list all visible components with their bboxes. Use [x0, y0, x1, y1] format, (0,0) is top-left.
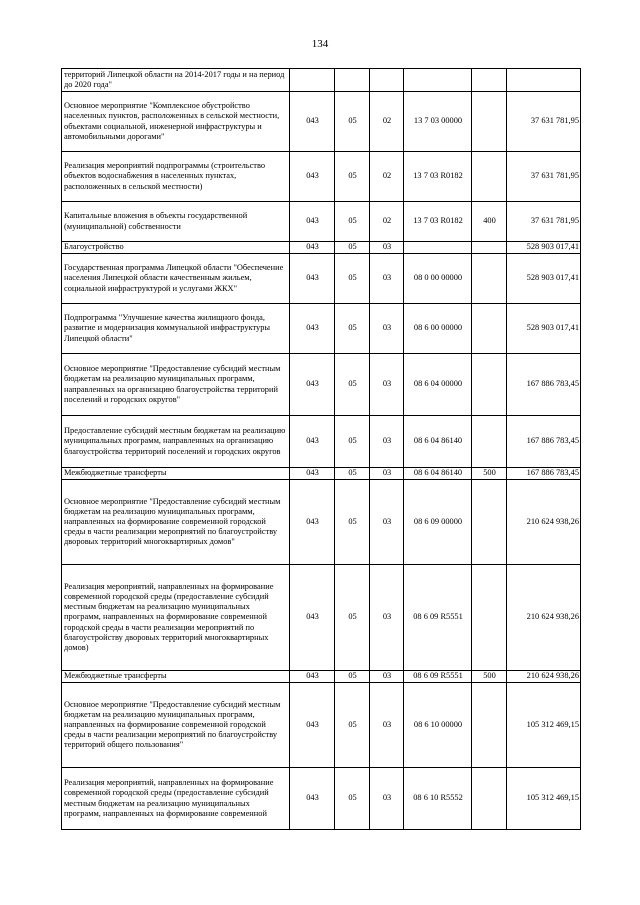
expense-type-cell: 500	[472, 468, 507, 480]
admin-code-cell: 043	[290, 304, 335, 354]
table-row	[62, 416, 581, 468]
table-row	[62, 768, 581, 830]
budget-table	[61, 68, 581, 830]
admin-code-cell: 043	[290, 202, 335, 242]
table-row	[62, 92, 581, 152]
expense-type-cell	[472, 480, 507, 565]
section-code-cell: 05	[335, 304, 370, 354]
subsection-code-cell: 03	[370, 671, 404, 683]
subsection-code-cell: 03	[370, 416, 404, 468]
target-article-cell: 08 6 00 00000	[404, 304, 472, 354]
row-name-cell: Реализация мероприятий подпрограммы (строительство объектов водоснабжения в населенных пунктах, расположенных в сельской местности)	[62, 152, 290, 202]
expense-type-cell	[472, 416, 507, 468]
amount-cell: 528 903 017,41	[507, 304, 581, 354]
admin-code-cell: 043	[290, 565, 335, 671]
expense-type-cell	[472, 242, 507, 254]
row-name-cell: Подпрограмма "Улучшение качества жилищного фонда, развитие и модернизация коммунальной инфраструктуры Липецкой области"	[62, 304, 290, 354]
amount-cell: 210 624 938,26	[507, 671, 581, 683]
admin-code-cell: 043	[290, 242, 335, 254]
subsection-code-cell: 03	[370, 768, 404, 830]
row-name-cell: Капитальные вложения в объекты государственной (муниципальной) собственности	[62, 202, 290, 242]
target-article-cell: 13 7 03 R0182	[404, 152, 472, 202]
expense-type-cell	[472, 69, 507, 92]
admin-code-cell: 043	[290, 480, 335, 565]
table-row	[62, 254, 581, 304]
table-row	[62, 565, 581, 671]
subsection-code-cell	[370, 69, 404, 92]
amount-cell: 167 886 783,45	[507, 416, 581, 468]
section-code-cell: 05	[335, 354, 370, 416]
table-row	[62, 152, 581, 202]
expense-type-cell	[472, 565, 507, 671]
subsection-code-cell: 03	[370, 480, 404, 565]
target-article-cell	[404, 242, 472, 254]
section-code-cell: 05	[335, 416, 370, 468]
row-name-cell: Основное мероприятие "Комплексное обустройство населенных пунктов, расположенных в сельской местности, объектами социальной, инженерной инфраструктуры и автомобильными дорогами"	[62, 92, 290, 152]
amount-cell: 105 312 469,15	[507, 768, 581, 830]
amount-cell: 210 624 938,26	[507, 480, 581, 565]
amount-cell: 528 903 017,41	[507, 254, 581, 304]
amount-cell: 167 886 783,45	[507, 354, 581, 416]
expense-type-cell	[472, 354, 507, 416]
expense-type-cell: 400	[472, 202, 507, 242]
expense-type-cell	[472, 683, 507, 768]
expense-type-cell	[472, 768, 507, 830]
section-code-cell	[335, 69, 370, 92]
amount-cell: 528 903 017,41	[507, 242, 581, 254]
row-name-cell: Основное мероприятие "Предоставление субсидий местным бюджетам на реализацию муниципальных программ, направленных на формирование современной городской среды в части реализации мероприятий по благоустройству дворовых территорий многоквартирных домов"	[62, 480, 290, 565]
subsection-code-cell: 03	[370, 683, 404, 768]
row-name-cell: Реализация мероприятий, направленных на формирование современной городской среды (предоставление субсидий местным бюджетам на реализацию муниципальных программ, направленных на формирование современной городской среды в части реализации мероприятий по благоустройству дворовых территорий многоквартирных домов)	[62, 565, 290, 671]
admin-code-cell: 043	[290, 152, 335, 202]
admin-code-cell: 043	[290, 354, 335, 416]
admin-code-cell: 043	[290, 416, 335, 468]
subsection-code-cell: 03	[370, 565, 404, 671]
admin-code-cell: 043	[290, 468, 335, 480]
section-code-cell: 05	[335, 768, 370, 830]
target-article-cell	[404, 69, 472, 92]
subsection-code-cell: 03	[370, 468, 404, 480]
table-row	[62, 671, 581, 683]
target-article-cell: 08 6 04 86140	[404, 416, 472, 468]
admin-code-cell: 043	[290, 92, 335, 152]
section-code-cell: 05	[335, 152, 370, 202]
section-code-cell: 05	[335, 671, 370, 683]
admin-code-cell: 043	[290, 671, 335, 683]
row-name-cell: Благоустройство	[62, 242, 290, 254]
subsection-code-cell: 03	[370, 242, 404, 254]
section-code-cell: 05	[335, 254, 370, 304]
target-article-cell: 08 6 09 00000	[404, 480, 472, 565]
section-code-cell: 05	[335, 683, 370, 768]
table-row	[62, 468, 581, 480]
table-row	[62, 202, 581, 242]
expense-type-cell	[472, 152, 507, 202]
amount-cell: 167 886 783,45	[507, 468, 581, 480]
amount-cell	[507, 69, 581, 92]
row-name-cell: Основное мероприятие "Предоставление субсидий местным бюджетам на реализацию муниципальных программ, направленных на организацию благоустройства территорий поселений и городских округов"	[62, 354, 290, 416]
expense-type-cell	[472, 92, 507, 152]
target-article-cell: 08 6 09 R5551	[404, 671, 472, 683]
row-name-cell: Межбюджетные трансферты	[62, 468, 290, 480]
row-name-cell: Основное мероприятие "Предоставление субсидий местным бюджетам на реализацию муниципальных программ, направленных на формирование современной городской среды в части реализации мероприятий по благоустройству территорий общего пользования"	[62, 683, 290, 768]
target-article-cell: 08 6 04 00000	[404, 354, 472, 416]
section-code-cell: 05	[335, 202, 370, 242]
amount-cell: 210 624 938,26	[507, 565, 581, 671]
table-row	[62, 69, 581, 92]
target-article-cell: 08 0 00 00000	[404, 254, 472, 304]
section-code-cell: 05	[335, 565, 370, 671]
row-name-cell: Реализация мероприятий, направленных на формирование современной городской среды (предоставление субсидий местным бюджетам на реализацию муниципальных программ, направленных на формирование современной	[62, 768, 290, 830]
table-row	[62, 242, 581, 254]
target-article-cell: 13 7 03 00000	[404, 92, 472, 152]
subsection-code-cell: 02	[370, 202, 404, 242]
section-code-cell: 05	[335, 92, 370, 152]
expense-type-cell	[472, 254, 507, 304]
target-article-cell: 08 6 10 R5552	[404, 768, 472, 830]
target-article-cell: 13 7 03 R0182	[404, 202, 472, 242]
target-article-cell: 08 6 04 86140	[404, 468, 472, 480]
row-name-cell: Предоставление субсидий местным бюджетам на реализацию муниципальных программ, направленных на организацию благоустройства территорий поселений и городских округов	[62, 416, 290, 468]
amount-cell: 37 631 781,95	[507, 202, 581, 242]
subsection-code-cell: 02	[370, 92, 404, 152]
subsection-code-cell: 03	[370, 304, 404, 354]
target-article-cell: 08 6 10 00000	[404, 683, 472, 768]
row-name-cell: территорий Липецкой области на 2014-2017 годы и на период до 2020 года"	[62, 69, 290, 92]
subsection-code-cell: 03	[370, 254, 404, 304]
admin-code-cell: 043	[290, 683, 335, 768]
amount-cell: 37 631 781,95	[507, 152, 581, 202]
section-code-cell: 05	[335, 242, 370, 254]
admin-code-cell: 043	[290, 768, 335, 830]
page-number: 134	[311, 38, 329, 50]
amount-cell: 37 631 781,95	[507, 92, 581, 152]
target-article-cell: 08 6 09 R5551	[404, 565, 472, 671]
row-name-cell: Государственная программа Липецкой области "Обеспечение населения Липецкой области качественным жильем, социальной инфраструктурой и услугами ЖКХ"	[62, 254, 290, 304]
table-row	[62, 683, 581, 768]
subsection-code-cell: 03	[370, 354, 404, 416]
admin-code-cell: 043	[290, 254, 335, 304]
table-row	[62, 354, 581, 416]
table-row	[62, 304, 581, 354]
amount-cell: 105 312 469,15	[507, 683, 581, 768]
section-code-cell: 05	[335, 468, 370, 480]
section-code-cell: 05	[335, 480, 370, 565]
expense-type-cell	[472, 304, 507, 354]
expense-type-cell: 500	[472, 671, 507, 683]
row-name-cell: Межбюджетные трансферты	[62, 671, 290, 683]
subsection-code-cell: 02	[370, 152, 404, 202]
admin-code-cell	[290, 69, 335, 92]
table-row	[62, 480, 581, 565]
